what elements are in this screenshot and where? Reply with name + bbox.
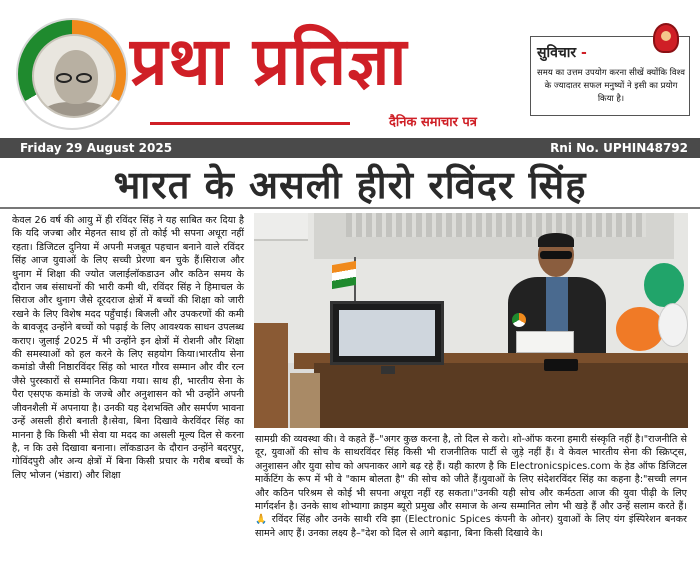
newspaper-subtitle: दैनिक समाचार पत्र: [352, 112, 514, 134]
suvichar-box: [530, 36, 690, 116]
suvichar-dash: -: [576, 45, 587, 61]
newspaper-title: प्रथा प्रतिज्ञा: [130, 22, 408, 100]
headline-divider: [0, 207, 700, 209]
suvichar-heading: [537, 43, 587, 62]
article-left-column: केवल 26 वर्ष की आयु में ही रविंदर सिंह ने यह साबित कर दिया है कि यदि जज्बा और मेहनत साथ हों तो कोई भी सपना अधूरा नहीं रहता। डिजिटल दुनिया में अपनी मजबूत पहचान बनाने वाले रविंदर सिंह आज युवाओं के लिए सच्ची प्रेरणा बन चुके हैं।सिराज और थुनाग में शिक्षा की ज्योत जलाईलॉकडाउन और कठिन समय के दौरान जब संसाधनों की भारी कमी थी, रविंदर सिंह ने हिमाचल के सिराज और थुनाग जैसे दूरदराज क्षेत्रों में बच्चों की शिक्षा को जारी रखने के लिए विशेष मदद पहुँचाई। बिजली और उपकरणों की कमी के बावजूद उन्होंने बच्चों को पढ़ाई के लिए आवश्यक साधन उपलब्ध कराए। जुलाई 2025 में भी उन्होंने इन क्षेत्रों में रोशनी और शिक्षा की समस्याओं को हल करने के लिए सहयोग किया।भारतीय सेना कमांडो जैसी निष्ठारविंदर सिंह को भारत गौरव सम्मान और वीर रत्न जैसे पुरस्कारों से सम्मानित किया गया। साथ ही, भारतीय सेना के पैरा एसएफ कमांडो के जज्बे और अनुशासन को भी उन्होंने अपनी जीवनशैली में अपनाया है। उनकी यह देशभक्ति और समर्पण भावना उन्हें असली हीरो बनाती है।सेवा, बिना दिखावे केरविंदर सिंह का मानना है कि किसी भी सेवा या मदद का असली मूल्य दिल से करना है, न कि उसे दिखावा बनाना। लॉकडाउन के दौरान उन्होंने बदरपुर, गोविंदपुरी और अन्य क्षेत्रों में बिना किसी प्रचार के गरीब बच्चों के लिए भोजन (भंडारा) और शिक्षा: [12, 215, 244, 481]
saint-figure-icon: [653, 23, 679, 53]
suvichar-heading-text: सुविचार: [537, 45, 577, 61]
date-bar: [0, 138, 700, 158]
issue-date: Friday 29 August 2025: [20, 141, 173, 155]
title-underline: [150, 122, 350, 125]
headline: भारत के असली हीरो रविंदर सिंह: [113, 162, 587, 207]
gandhi-portrait-logo: [16, 18, 128, 130]
suvichar-quote: समय का उत्तम उपयोग करना सीखें क्योंकि विश्व के ज्यादातर सफल मनुष्यों ने इसी का प्रयोग किया है।: [537, 68, 685, 104]
rni-number: Rni No. UPHIN48792: [550, 141, 688, 155]
article-bottom-column: सामग्री की व्यवस्था की। वे कहते हैं–"अगर कुछ करना है, तो दिल से करो। शो-ऑफ करना हमारी संस्कृति नहीं है।"राजनीति से दूर, युवाओं की सोच के साथरविंदर सिंह किसी भी राजनीतिक पार्टी से जुड़े नहीं हैं। वे केवल भारतीय सेना की स्क्रिप्ट्स, अनुशासन और युवा सोच को अपनाकर आगे बढ़ रहे हैं। यही कारण है कि Electronicspices.com के हेड ऑफ डिजिटल मार्केटिंग के रूप में भी वे "काम बोलता है" की सोच को जीते हैं।युवाओं के लिए संदेशरविंदर सिंह का कहना है:"सच्ची लगन और कठिन परिश्रम से कोई भी सपना अधूरा नहीं रह सकता।"उनकी यही सोच और कर्मठता आज की युवा पीढ़ी के लिए मार्गदर्शन है। उनके साथ शोभ्यागा क्राइम ब्यूरो प्रमुख और समाज के अन्य सम्मानित लोग भी खड़े हैं और उन्हें सलाम करते हैं। 🙏 रविंदर सिंह और उनके साथी रवि झा (Electronic Spices कंपनी के ओनर) युवाओं के लिए यंग इंस्पिरेशन बनकर सामने आए हैं। उनका लक्ष्य है–"देश को दिल से आगे बढ़ाना, बिना किसी दिखावे के।: [255, 434, 687, 539]
masthead: [0, 0, 700, 138]
office-portrait-photo: [254, 213, 688, 428]
